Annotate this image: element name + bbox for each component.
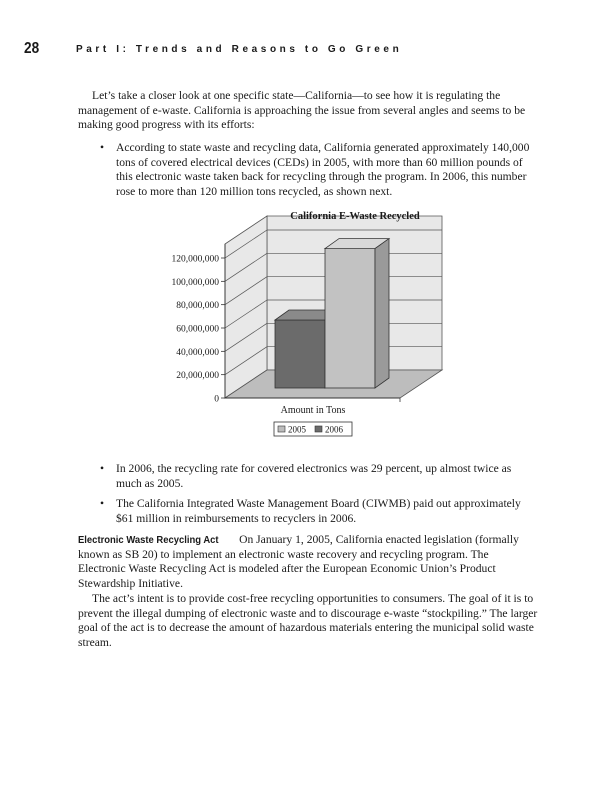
section-heading: Electronic Waste Recycling Act	[78, 534, 219, 546]
y-tick-label: 20,000,000	[176, 371, 219, 382]
y-tick-label: 100,000,000	[171, 277, 219, 288]
bar-2006-front	[325, 249, 375, 388]
chart	[160, 205, 460, 445]
legend-swatch-2006	[315, 426, 322, 432]
bullet-item	[100, 462, 530, 491]
legend-label-2006: 2006	[325, 424, 343, 435]
bullet-symbol: •	[100, 497, 105, 510]
y-tick-label: 40,000,000	[176, 347, 219, 358]
chart-title: California E-Waste Recycled	[290, 211, 420, 222]
bar-2005-front	[275, 320, 325, 388]
bar-2006-side	[375, 239, 389, 388]
chart-svg	[160, 205, 460, 445]
intro-paragraph: Let’s take a closer look at one specific state—California—to see how it is regulating the management of e-waste. California is approaching the issue from several angles and seems to be making good progress with its efforts:	[78, 89, 526, 132]
running-head: Part I: Trends and Reasons to Go Green	[76, 44, 403, 55]
bullet-symbol: •	[100, 462, 105, 475]
bullet-symbol: •	[100, 141, 105, 154]
section-paragraph-2: The act’s intent is to provide cost-free recycling opportunities to consumers. The goal of it is to prevent the illegal dumping of electronic waste and to discourage e-waste “stockpiling.” The larger goal of the act is to decrease the amount of hazardous materials entering the municipal solid waste stream.	[78, 592, 538, 649]
y-tick-label: 120,000,000	[171, 254, 219, 265]
y-tick-label: 60,000,000	[176, 324, 219, 335]
bullet-text: The California Integrated Waste Management Board (CIWMB) paid out approximately $61 million in reimbursements to recyclers in 2006.	[116, 497, 521, 525]
y-tick-label: 80,000,000	[176, 301, 219, 312]
page-number: 28	[24, 40, 40, 57]
bullet-text: According to state waste and recycling data, California generated approximately 140,000 tons of covered electrical devices (CEDs) in 2005, with more than 60 million pounds of this electronic waste taken back for recycling through the program. In 2006, this number rose to more than 120 million tons recycled, as shown next.	[116, 141, 530, 198]
x-axis-label: Amount in Tons	[280, 405, 346, 416]
bullet-item	[100, 141, 530, 199]
section-paragraph-1	[78, 533, 538, 591]
y-tick-label: 0	[214, 394, 219, 405]
section-paragraph-1-text: On January 1, 2005, California enacted legislation (formally known as SB 20) to implement an electronic waste recovery and recycling program. The Electronic Waste Recycling Act is modeled after the European Economic Union’s Product Stewardship Initiative.	[78, 533, 519, 590]
bullet-text: In 2006, the recycling rate for covered electronics was 29 percent, up almost twice as much as 2005.	[116, 462, 512, 490]
bullet-item	[100, 497, 530, 526]
legend-swatch-2005	[278, 426, 285, 432]
legend-label-2005: 2005	[288, 424, 306, 435]
